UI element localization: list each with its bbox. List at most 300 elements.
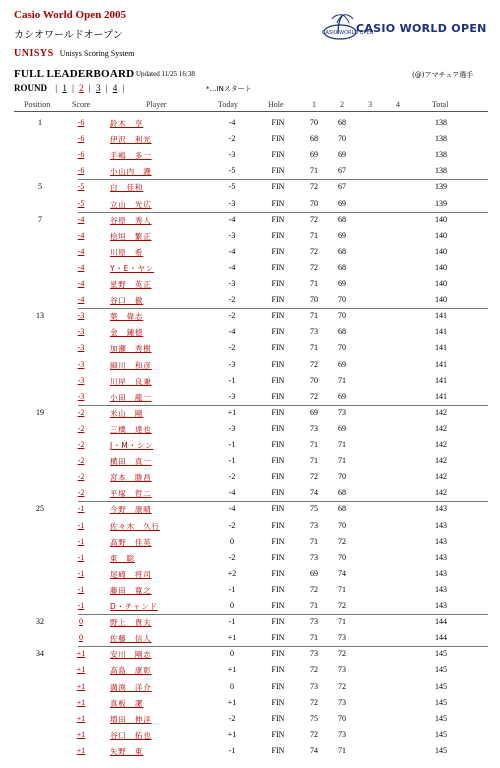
today-cell: -1 <box>228 375 236 385</box>
player-link[interactable]: D・チャンド <box>110 602 158 611</box>
score-link[interactable]: +1 <box>76 681 86 691</box>
player-link[interactable]: 三橋 達也 <box>110 424 152 434</box>
round1-cell: 70 <box>310 118 318 127</box>
score-link[interactable]: -1 <box>77 584 85 594</box>
score-link[interactable]: -6 <box>77 118 85 127</box>
hole-cell: FIN <box>271 214 285 224</box>
board-title: FULL LEADERBOARD <box>14 68 135 80</box>
score-link[interactable]: -2 <box>77 423 85 433</box>
round-link-2[interactable]: 2 <box>79 83 84 93</box>
total-cell: 144 <box>435 633 447 643</box>
hole-cell: FIN <box>271 665 285 675</box>
score-link[interactable]: -1 <box>77 601 85 610</box>
today-cell: +2 <box>227 568 237 578</box>
score-link[interactable]: -2 <box>77 440 85 449</box>
table-row <box>0 229 500 245</box>
hole-cell: FIN <box>271 456 285 466</box>
score-link[interactable]: -2 <box>77 472 85 482</box>
hole-cell: FIN <box>271 359 285 369</box>
round2-cell: 69 <box>338 279 346 288</box>
hole-cell: FIN <box>271 552 285 562</box>
today-cell: -3 <box>228 423 236 433</box>
group-divider <box>78 405 488 406</box>
hole-cell: FIN <box>271 504 285 514</box>
hole-cell: FIN <box>271 134 285 144</box>
today-cell: -1 <box>228 584 236 594</box>
player-link[interactable]: 尾崎 将司 <box>110 569 152 579</box>
round2-cell: 69 <box>338 230 346 240</box>
round2-cell: 69 <box>338 391 346 401</box>
hole-cell: FIN <box>271 327 285 337</box>
round2-cell: 71 <box>338 584 346 594</box>
player-link[interactable]: 川岸 良兼 <box>110 376 152 386</box>
round1-cell: 71 <box>310 440 318 449</box>
score-link[interactable]: +1 <box>76 649 86 659</box>
round2-cell: 68 <box>338 488 346 498</box>
position-cell: 7 <box>38 214 42 224</box>
total-cell: 140 <box>435 279 447 288</box>
round2-cell: 71 <box>338 745 346 755</box>
round2-cell: 68 <box>338 118 346 127</box>
total-cell: 140 <box>435 230 447 240</box>
score-link[interactable]: -3 <box>77 375 85 385</box>
player-link[interactable]: 谷口 徹 <box>110 296 144 306</box>
today-cell: +1 <box>227 633 237 643</box>
round2-cell: 68 <box>338 504 346 514</box>
hole-cell: FIN <box>271 343 285 353</box>
player-link[interactable]: 安川 剛志 <box>110 650 152 660</box>
table-row <box>0 599 500 615</box>
table-row <box>0 197 500 213</box>
table-row <box>0 358 500 374</box>
player-link[interactable]: 立山 光広 <box>110 199 152 209</box>
total-cell: 140 <box>435 214 447 224</box>
round2-cell: 72 <box>338 649 346 659</box>
player-link[interactable]: 藤田 寛之 <box>110 585 152 595</box>
table-row <box>0 309 500 325</box>
round1-cell: 69 <box>310 407 318 417</box>
score-link[interactable]: -4 <box>77 279 85 288</box>
score-link[interactable]: -1 <box>77 552 85 562</box>
score-link[interactable]: -5 <box>77 182 85 192</box>
table-row <box>0 728 500 744</box>
hole-cell: FIN <box>271 697 285 707</box>
table-row <box>0 180 500 196</box>
hole-cell: FIN <box>271 423 285 433</box>
score-link[interactable]: -3 <box>77 327 85 337</box>
column-header-player: Player <box>146 100 167 109</box>
player-link[interactable]: 細川 和彦 <box>110 360 152 370</box>
table-row <box>0 341 500 357</box>
round1-cell: 72 <box>310 359 318 369</box>
column-header-r4: 4 <box>396 100 400 109</box>
round1-cell: 71 <box>310 456 318 466</box>
score-link[interactable]: -3 <box>77 343 85 353</box>
today-cell: -3 <box>228 279 236 288</box>
round2-cell: 68 <box>338 327 346 337</box>
today-cell: -2 <box>228 134 236 144</box>
hole-cell: FIN <box>271 713 285 723</box>
table-row <box>0 374 500 390</box>
round2-cell: 69 <box>338 198 346 208</box>
round1-cell: 73 <box>310 617 318 627</box>
player-link[interactable]: 金 鍾徳 <box>110 328 144 338</box>
table-row <box>0 454 500 470</box>
today-cell: -2 <box>228 472 236 482</box>
total-cell: 138 <box>435 166 447 176</box>
round1-cell: 73 <box>310 681 318 691</box>
round1-cell: 73 <box>310 552 318 562</box>
score-link[interactable]: -3 <box>77 359 85 369</box>
today-cell: -1 <box>228 440 236 449</box>
table-row <box>0 567 500 583</box>
round2-cell: 71 <box>338 375 346 385</box>
hole-cell: FIN <box>271 375 285 385</box>
group-divider <box>78 212 488 213</box>
group-divider <box>78 179 488 180</box>
table-row <box>0 470 500 486</box>
today-cell: -1 <box>228 456 236 466</box>
round1-cell: 73 <box>310 520 318 530</box>
group-divider <box>78 614 488 615</box>
player-link[interactable]: 矢野 東 <box>110 746 144 756</box>
player-link[interactable]: 星野 英正 <box>110 280 152 289</box>
total-cell: 141 <box>435 311 447 321</box>
player-link[interactable]: 手嶋 多一 <box>110 151 152 161</box>
player-link[interactable]: 鈴木 亨 <box>110 119 144 128</box>
round1-cell: 71 <box>310 536 318 546</box>
today-cell: -3 <box>228 150 236 160</box>
hole-cell: FIN <box>271 166 285 176</box>
round1-cell: 72 <box>310 697 318 707</box>
hole-cell: FIN <box>271 472 285 482</box>
table-row <box>0 744 500 760</box>
total-cell: 140 <box>435 295 447 305</box>
header-divider <box>14 111 488 112</box>
round1-cell: 74 <box>310 745 318 755</box>
column-header-score: Score <box>72 100 91 109</box>
table-row <box>0 213 500 229</box>
column-header-hole: Hole <box>268 100 284 109</box>
total-cell: 144 <box>435 617 447 627</box>
today-cell: -4 <box>228 262 236 272</box>
hole-cell: FIN <box>271 150 285 160</box>
round2-cell: 71 <box>338 440 346 449</box>
total-cell: 140 <box>435 262 447 272</box>
table-row <box>0 148 500 164</box>
table-row <box>0 486 500 502</box>
player-link[interactable]: 野上 貴夫 <box>110 618 152 628</box>
today-cell: -4 <box>228 504 236 514</box>
score-link[interactable]: -4 <box>77 295 85 305</box>
today-cell: -4 <box>228 214 236 224</box>
round-label: ROUND <box>14 83 47 93</box>
today-cell: -1 <box>228 745 236 755</box>
hole-cell: FIN <box>271 584 285 594</box>
round2-cell: 70 <box>338 134 346 144</box>
round2-cell: 73 <box>338 407 346 417</box>
total-cell: 143 <box>435 504 447 514</box>
today-cell: -2 <box>228 343 236 353</box>
player-link[interactable]: Y・E・ヤン <box>110 263 155 273</box>
round2-cell: 69 <box>338 423 346 433</box>
score-link[interactable]: -2 <box>77 456 85 466</box>
sponsor-line <box>14 48 134 59</box>
round2-cell: 72 <box>338 681 346 691</box>
round2-cell: 70 <box>338 520 346 530</box>
round1-cell: 71 <box>310 279 318 288</box>
table-row <box>0 277 500 293</box>
hole-cell: FIN <box>271 488 285 498</box>
score-link[interactable]: -4 <box>77 214 85 224</box>
total-cell: 143 <box>435 584 447 594</box>
score-link[interactable]: -6 <box>77 166 85 176</box>
today-cell: -2 <box>228 311 236 321</box>
total-cell: 142 <box>435 456 447 466</box>
today-cell: 0 <box>230 649 234 659</box>
hole-cell: FIN <box>271 198 285 208</box>
column-header-r2: 2 <box>340 100 344 109</box>
total-cell: 141 <box>435 343 447 353</box>
total-cell: 143 <box>435 520 447 530</box>
total-cell: 141 <box>435 359 447 369</box>
table-row <box>0 406 500 422</box>
hole-cell: FIN <box>271 279 285 288</box>
player-link[interactable]: 真板 潔 <box>110 698 144 708</box>
round2-cell: 71 <box>338 617 346 627</box>
score-link[interactable]: -5 <box>77 198 85 208</box>
hole-cell: FIN <box>271 182 285 192</box>
hole-cell: FIN <box>271 295 285 305</box>
table-row <box>0 422 500 438</box>
today-cell: -3 <box>228 198 236 208</box>
table-row <box>0 164 500 180</box>
player-link[interactable]: 小田 龍一 <box>110 392 152 402</box>
round-selector: ROUND | 1 | 2 | 3 | 4 | <box>14 83 125 93</box>
score-link[interactable]: +1 <box>76 713 86 723</box>
table-row <box>0 519 500 535</box>
table-row <box>0 438 500 454</box>
player-link[interactable]: 白 佳和 <box>110 183 144 193</box>
today-cell: -2 <box>228 552 236 562</box>
player-link[interactable]: 増田 伸洋 <box>110 714 152 724</box>
total-cell: 145 <box>435 729 447 739</box>
score-link[interactable]: -4 <box>77 230 85 240</box>
round2-cell: 70 <box>338 472 346 482</box>
position-cell: 34 <box>36 649 44 659</box>
player-link[interactable]: 佐々木 久行 <box>110 521 160 531</box>
hole-cell: FIN <box>271 681 285 691</box>
table-row <box>0 132 500 148</box>
round2-cell: 70 <box>338 552 346 562</box>
table-row <box>0 261 500 277</box>
hole-cell: FIN <box>271 649 285 659</box>
total-cell: 142 <box>435 440 447 449</box>
player-link[interactable]: 米山 剛 <box>110 408 144 418</box>
logo-small-text: CASIO WORLD OPEN <box>322 30 374 36</box>
score-link[interactable]: +1 <box>76 729 86 739</box>
total-cell: 139 <box>435 198 447 208</box>
hole-cell: FIN <box>271 617 285 627</box>
score-link[interactable]: +1 <box>76 697 86 707</box>
column-header-r3: 3 <box>368 100 372 109</box>
round1-cell: 68 <box>310 134 318 144</box>
player-link[interactable]: 溝渕 洋介 <box>110 682 152 692</box>
unisys-logo: UNISYS <box>14 48 54 59</box>
round1-cell: 71 <box>310 230 318 240</box>
player-link[interactable]: 葉 偉志 <box>110 312 144 322</box>
table-row <box>0 551 500 567</box>
hole-cell: FIN <box>271 633 285 643</box>
score-link[interactable]: -1 <box>77 536 85 546</box>
total-cell: 145 <box>435 681 447 691</box>
round1-cell: 70 <box>310 295 318 305</box>
hole-cell: FIN <box>271 246 285 256</box>
round2-cell: 73 <box>338 697 346 707</box>
score-link[interactable]: -3 <box>77 391 85 401</box>
today-cell: -1 <box>228 617 236 627</box>
today-cell: 0 <box>230 681 234 691</box>
amateur-note: (@)アマチュア選手 <box>412 71 474 79</box>
round2-cell: 74 <box>338 568 346 578</box>
hole-cell: FIN <box>271 745 285 755</box>
table-row <box>0 615 500 631</box>
today-cell: 0 <box>230 601 234 610</box>
today-cell: +1 <box>227 407 237 417</box>
today-cell: -5 <box>228 182 236 192</box>
total-cell: 142 <box>435 472 447 482</box>
today-cell: -5 <box>228 166 236 176</box>
total-cell: 145 <box>435 697 447 707</box>
table-row <box>0 631 500 647</box>
today-cell: -4 <box>228 118 236 127</box>
player-link[interactable]: 桧垣 繁正 <box>110 231 152 241</box>
table-row <box>0 293 500 309</box>
player-link[interactable]: 平塚 哲二 <box>110 489 152 499</box>
round1-cell: 72 <box>310 262 318 272</box>
player-link[interactable]: 高島 康彰 <box>110 666 152 676</box>
score-link[interactable]: +1 <box>76 665 86 675</box>
round1-cell: 71 <box>310 601 318 610</box>
today-cell: +1 <box>227 665 237 675</box>
score-link[interactable]: 0 <box>79 617 83 627</box>
player-link[interactable]: 高野 佳英 <box>110 537 152 547</box>
player-link[interactable]: 横田 真一 <box>110 457 152 467</box>
hole-cell: FIN <box>271 118 285 127</box>
player-link[interactable]: 小山内 護 <box>110 167 152 177</box>
player-link[interactable]: 宮本 勝昌 <box>110 473 152 483</box>
total-cell: 143 <box>435 601 447 610</box>
table-row <box>0 583 500 599</box>
round1-cell: 73 <box>310 649 318 659</box>
total-cell: 143 <box>435 552 447 562</box>
position-cell: 32 <box>36 617 44 627</box>
round1-cell: 72 <box>310 246 318 256</box>
hole-cell: FIN <box>271 520 285 530</box>
player-link[interactable]: 加瀬 秀樹 <box>110 344 152 354</box>
today-cell: -3 <box>228 359 236 369</box>
hole-cell: FIN <box>271 568 285 578</box>
player-link[interactable]: 伊沢 利光 <box>110 135 152 145</box>
hole-cell: FIN <box>271 440 285 449</box>
position-cell: 5 <box>38 182 42 192</box>
round2-cell: 69 <box>338 150 346 160</box>
round2-cell: 67 <box>338 166 346 176</box>
score-link[interactable]: -6 <box>77 150 85 160</box>
round1-cell: 73 <box>310 327 318 337</box>
today-cell: -2 <box>228 713 236 723</box>
hole-cell: FIN <box>271 601 285 610</box>
round1-cell: 74 <box>310 488 318 498</box>
score-link[interactable]: -4 <box>77 262 85 272</box>
round2-cell: 68 <box>338 246 346 256</box>
score-link[interactable]: -1 <box>77 520 85 530</box>
score-link[interactable]: -3 <box>77 311 85 321</box>
round1-cell: 72 <box>310 391 318 401</box>
round2-cell: 69 <box>338 359 346 369</box>
hole-cell: FIN <box>271 262 285 272</box>
player-link[interactable]: 今野 康晴 <box>110 505 152 515</box>
player-link[interactable]: 川原 希 <box>110 247 144 257</box>
table-row <box>0 647 500 663</box>
round1-cell: 72 <box>310 214 318 224</box>
total-cell: 142 <box>435 423 447 433</box>
round2-cell: 70 <box>338 713 346 723</box>
total-cell: 140 <box>435 246 447 256</box>
sponsor-text: Unisys Scoring System <box>59 49 135 58</box>
player-link[interactable]: 谷口 拓也 <box>110 730 152 740</box>
total-cell: 142 <box>435 488 447 498</box>
score-link[interactable]: -6 <box>77 134 85 144</box>
today-cell: -4 <box>228 327 236 337</box>
score-link[interactable]: -4 <box>77 246 85 256</box>
score-link[interactable]: -1 <box>77 568 85 578</box>
logo-text: CASIO WORLD OPEN <box>356 22 487 35</box>
score-link[interactable]: -1 <box>77 504 85 514</box>
updated-timestamp: Updated 11/25 16:38 <box>136 70 195 78</box>
score-link[interactable]: 0 <box>79 633 83 643</box>
total-cell: 138 <box>435 134 447 144</box>
table-row <box>0 502 500 518</box>
today-cell: -4 <box>228 488 236 498</box>
round1-cell: 72 <box>310 182 318 192</box>
column-header-total: Total <box>432 100 449 109</box>
score-link[interactable]: -2 <box>77 488 85 498</box>
player-link[interactable]: 谷原 秀人 <box>110 215 152 225</box>
total-cell: 145 <box>435 745 447 755</box>
player-link[interactable]: 佐藤 信人 <box>110 634 152 644</box>
group-divider <box>78 501 488 502</box>
player-link[interactable]: 東 聡 <box>110 553 135 563</box>
round1-cell: 71 <box>310 166 318 176</box>
score-link[interactable]: -2 <box>77 407 85 417</box>
today-cell: +1 <box>227 697 237 707</box>
table-row <box>0 325 500 341</box>
group-divider <box>78 308 488 309</box>
round-link-3: 3 <box>95 83 101 93</box>
table-row <box>0 245 500 261</box>
round-link-1[interactable]: 1 <box>62 83 67 93</box>
column-header-position: Position <box>24 100 51 109</box>
total-cell: 139 <box>435 182 447 192</box>
page-header <box>0 0 500 120</box>
round1-cell: 75 <box>310 504 318 514</box>
player-link[interactable]: J・M・シン <box>110 441 154 450</box>
table-row <box>0 680 500 696</box>
today-cell: -2 <box>228 295 236 305</box>
table-row <box>0 712 500 728</box>
score-link[interactable]: +1 <box>76 745 86 755</box>
